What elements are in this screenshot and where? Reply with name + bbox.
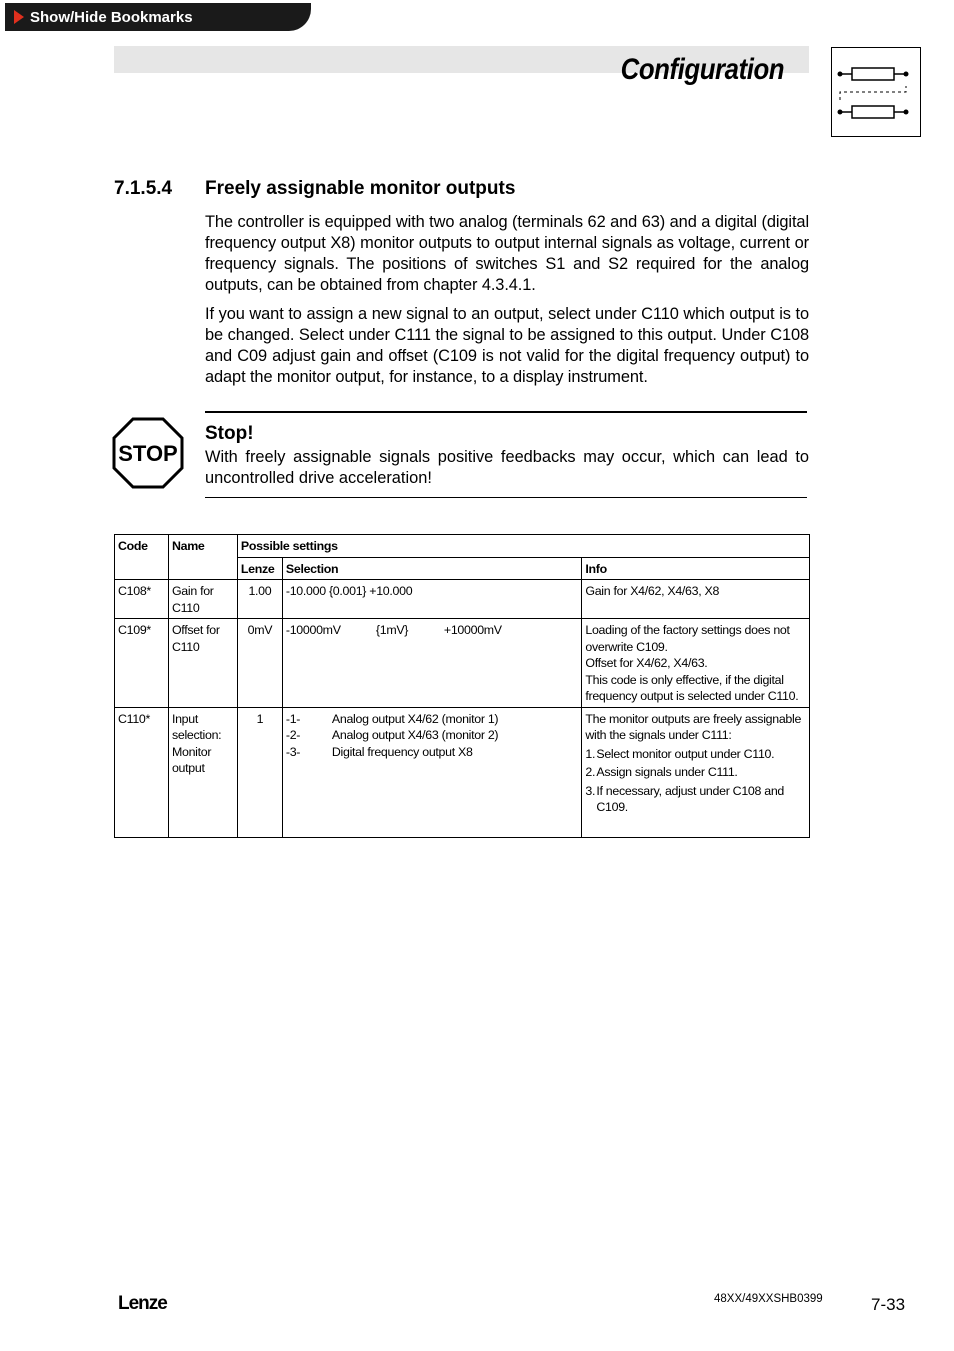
step-text: Assign signals under C111.	[596, 765, 738, 779]
info-line: Offset for X4/62, X4/63.	[585, 656, 708, 670]
header-possible-settings: Possible settings	[237, 535, 809, 558]
paragraph-assign: If you want to assign a new signal to an output, select under C110 which output is to be changed. Select under C111 the signal to be assigned to this output. Under C108 and C09 adjust gain and offset (C109 is not valid for the digital frequency output) to adapt the monitor output, for instance, to a display instrument.	[205, 305, 809, 386]
cell-code: C110*	[115, 707, 169, 837]
list-item	[585, 764, 806, 781]
selection-step: {1mV}	[375, 623, 409, 637]
table-row	[115, 619, 810, 708]
cell-name: Input selection: Monitor output	[168, 707, 237, 837]
circuit-diagram-icon	[831, 47, 921, 137]
list-item	[585, 783, 806, 816]
step-number: 1.	[585, 746, 596, 761]
selection-option	[286, 711, 578, 728]
show-hide-bookmarks-button[interactable]	[5, 3, 311, 31]
section-number: 7.1.5.4	[114, 178, 173, 199]
step-number: 3.	[585, 783, 596, 798]
section-title: Freely assignable monitor outputs	[205, 178, 516, 199]
list-item	[585, 746, 806, 763]
selection-max: +10000mV	[443, 623, 502, 637]
page-number: 7-33	[871, 1295, 906, 1314]
header-code: Code	[115, 535, 169, 580]
option-text: Analog output X4/62 (monitor 1)	[331, 711, 499, 726]
info-line: Loading of the factory settings does not overwrite C109.	[585, 623, 790, 654]
chapter-title: Configuration	[620, 53, 784, 86]
selection-option	[286, 744, 578, 761]
cell-lenze: 1	[237, 707, 282, 837]
lenze-logo: Lenze	[118, 1293, 167, 1314]
header-lenze: Lenze	[237, 557, 282, 580]
cell-lenze: 1.00	[237, 580, 282, 619]
selection-min: -10000mV	[285, 623, 341, 637]
table-row	[115, 707, 810, 837]
cell-selection	[282, 707, 581, 837]
stop-sign-text: STOP	[118, 441, 178, 466]
stop-rule-top	[205, 411, 807, 413]
option-number: -1-	[285, 711, 301, 726]
table-row	[115, 580, 810, 619]
cell-name: Gain for C110	[168, 580, 237, 619]
stop-title: Stop!	[205, 423, 254, 444]
cell-code: C109*	[115, 619, 169, 708]
cell-selection: -10.000 {0.001} +10.000	[282, 580, 581, 619]
step-text: Select monitor output under C110.	[596, 746, 775, 761]
stop-sign-icon	[112, 417, 184, 489]
option-text: Analog output X4/63 (monitor 2)	[331, 728, 499, 742]
cell-info: Gain for X4/62, X4/63, X8	[582, 580, 810, 619]
option-number: -2-	[285, 728, 301, 742]
header-info: Info	[582, 557, 810, 580]
selection-option	[286, 727, 578, 744]
cell-code: C108*	[115, 580, 169, 619]
stop-text: With freely assignable signals positive feedbacks may occur, which can lead to uncontrolled drive acceleration!	[205, 448, 809, 487]
parameter-table	[114, 534, 810, 838]
cell-selection	[282, 619, 581, 708]
step-text: If necessary, adjust under C108 and C109.	[596, 783, 785, 814]
option-text: Digital frequency output X8	[331, 744, 473, 759]
step-number: 2.	[585, 765, 596, 779]
info-line: This code is only effective, if the digital frequency output is selected under C110.	[585, 672, 799, 703]
info-steps	[585, 746, 806, 816]
cell-info	[582, 619, 810, 708]
paragraph-intro: The controller is equipped with two analog (terminals 62 and 63) and a digital (digital frequency output X8) monitor outputs to output internal signals as voltage, current or frequency signals. The positions of switches S1 and S2 required for the analog outputs, can be obtained from chapter 4.3.4.1.	[205, 213, 809, 294]
header-selection: Selection	[282, 557, 581, 580]
bookmarks-label: Show/Hide Bookmarks	[30, 8, 193, 26]
header-name: Name	[168, 535, 237, 580]
cell-name: Offset for C110	[168, 619, 237, 708]
option-number: -3-	[285, 744, 301, 759]
play-arrow-icon	[14, 10, 24, 24]
cell-info	[582, 707, 810, 837]
cell-lenze: 0mV	[237, 619, 282, 708]
table-header-row	[115, 535, 810, 558]
stop-rule-bottom	[205, 497, 807, 498]
document-number: 48XX/49XXSHB0399	[714, 1293, 823, 1305]
info-intro: The monitor outputs are freely assignable with the signals under C111:	[585, 711, 802, 742]
